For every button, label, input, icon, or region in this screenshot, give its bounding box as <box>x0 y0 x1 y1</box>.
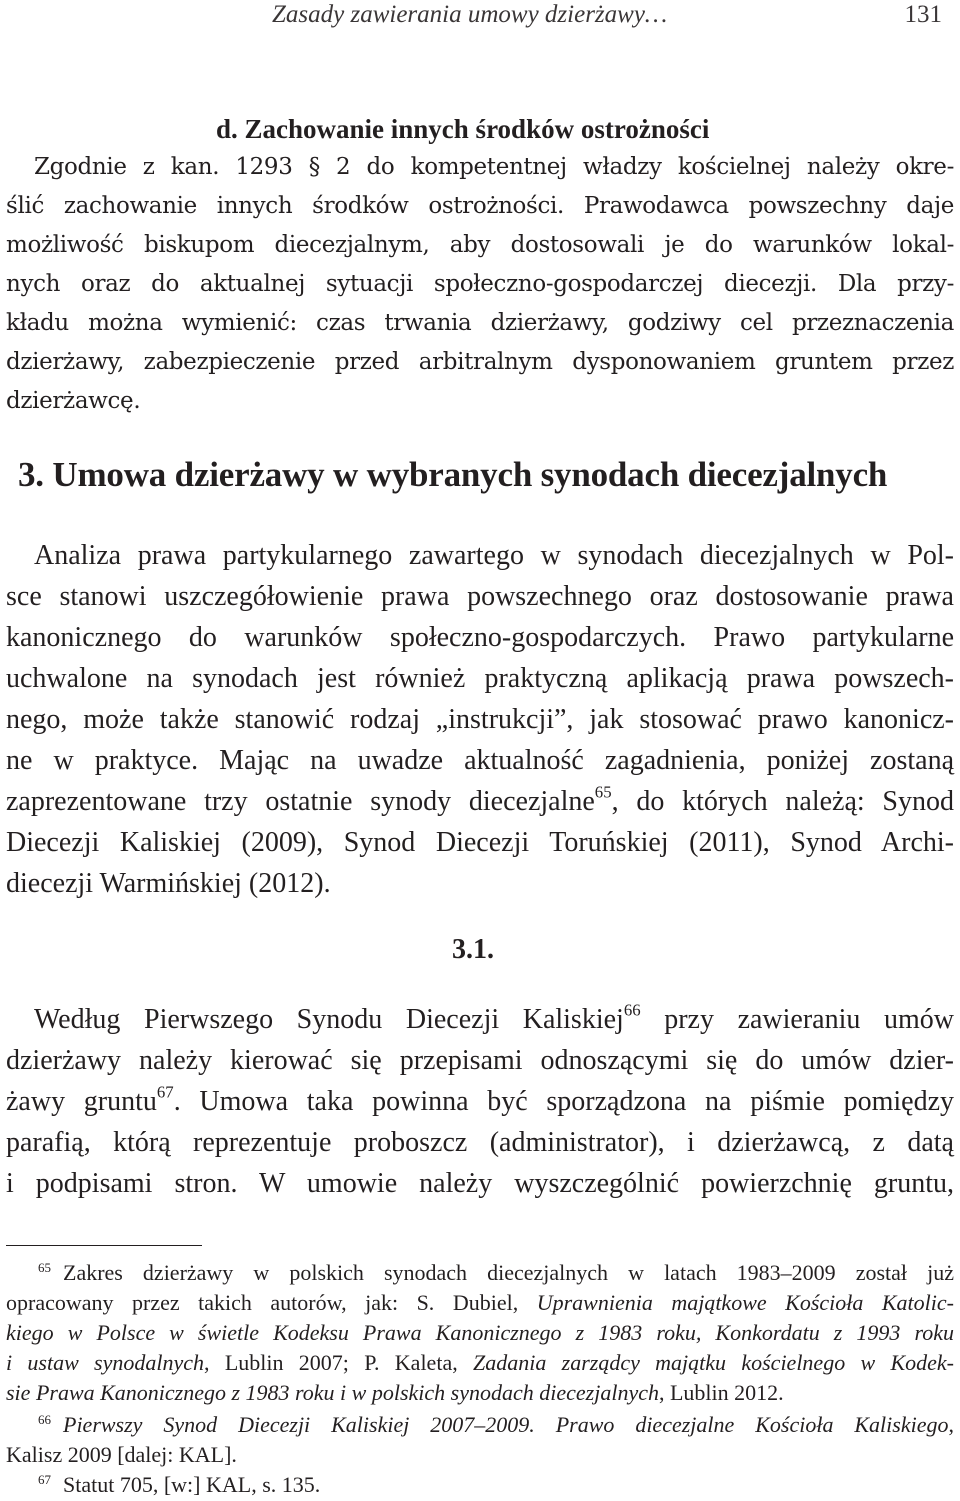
text-line: Zgodnie z kan. 1293 § 2 do kompetentnej władzy kościelnej należy okre- <box>34 154 954 180</box>
footnote-line: sie Prawa Kanonicznego z 1983 roku i w polskich synodach diecezjalnych, Lublin 2012. <box>6 1380 784 1405</box>
text-line: sce stanowi uszczegółowienie prawa powszechnego oraz dostosowanie prawa <box>6 581 954 612</box>
footnote-line: i ustaw synodalnych, Lublin 2007; P. Kaleta, Zadania zarządcy majątku kościelnego w Kodek- <box>6 1350 954 1375</box>
text-line: dzierżawy należy kierować się przepisami odnoszącymi się do umów dzier- <box>6 1045 954 1076</box>
text-line: dzierżawy, zabezpieczenie przed arbitralnym dysponowaniem gruntem przez <box>6 349 954 375</box>
footnote-number: 67 <box>38 1472 51 1487</box>
text-line: żawy gruntu$^{67}$. Umowa taka powinna być sporządzona na piśmie pomiędzy <box>6 1082 954 1117</box>
footnote-ref-66: 66 <box>623 1000 641 1020</box>
footnote-ref-65: 65 <box>594 782 612 802</box>
footnote-number: 66 <box>38 1412 51 1427</box>
footnote-ref-67: 67 <box>156 1082 174 1102</box>
section-heading-3: 3. Umowa dzierżawy w wybranych synodach diecezjalnych <box>18 455 888 494</box>
text-line: możliwość biskupom diecezjalnym, aby dostosowali je do warunków lokal- <box>6 232 954 258</box>
footnote-line: opracowany przez takich autorów, jak: S. Dubiel, Uprawnienia majątkowe Kościoła Katolic- <box>6 1290 954 1315</box>
text-line: ślić zachowanie innych środków ostrożności. Prawodawca powszechny daje <box>6 193 954 219</box>
text-line: diecezji Warmińskiej (2012). <box>6 868 331 899</box>
footnote-separator <box>6 1245 202 1246</box>
running-head: Zasady zawierania umowy dzierżawy… <box>272 1 668 28</box>
text-line: Analiza prawa partykularnego zawartego w synodach diecezjalnych w Pol- <box>34 540 954 571</box>
footnote-65: $^{65}$ Zakres dzierżawy w polskich synodach diecezjalnych w latach 1983–2009 został już <box>38 1260 954 1285</box>
footnote-66: $^{66}$ Pierwszy Synod Diecezji Kaliskiej 2007–2009. Prawo diecezjalne Kościoła Kaliskiego, <box>38 1412 954 1437</box>
text-line: Diecezji Kaliskiej (2009), Synod Diecezji Toruńskiej (2011), Synod Archi- <box>6 827 954 858</box>
footnote-line: kiego w Polsce w świetle Kodeksu Prawa Kanonicznego z 1983 roku, Konkordatu z 1993 roku <box>6 1320 954 1345</box>
text-line: ne w praktyce. Mając na uwadze aktualność zagadnienia, poniżej zostaną <box>6 745 954 776</box>
text-line: uchwalone na synodach jest również praktyczną aplikacją prawa powszech- <box>6 663 954 694</box>
text-line: kładu można wymienić: czas trwania dzierżawy, godziwy cel przeznaczenia <box>6 310 954 336</box>
section-heading-3-1: 3.1. <box>452 934 494 965</box>
page-number: 131 <box>904 1 942 28</box>
footnote-number: 65 <box>38 1260 51 1275</box>
section-heading-d: d. Zachowanie innych środków ostrożności <box>216 114 710 144</box>
footnote-67: $^{67}$ Statut 705, [w:] KAL, s. 135. <box>38 1472 321 1497</box>
text-line: nych oraz do aktualnej sytuacji społeczno-gospodarczej diecezji. Dla przy- <box>6 271 954 297</box>
text-line: i podpisami stron. W umowie należy wyszczególnić powierzchnię gruntu, <box>6 1168 954 1199</box>
text-line: nego, może także stanowić rodzaj „instrukcji”, jak stosować prawo kanonicz- <box>6 704 954 735</box>
text-line: kanonicznego do warunków społeczno-gospodarczych. Prawo partykularne <box>6 622 954 653</box>
text-line: Według Pierwszego Synodu Diecezji Kaliskiej$^{66}$ przy zawieraniu umów <box>34 1000 954 1035</box>
text-line: zaprezentowane trzy ostatnie synody diecezjalne$^{65}$, do których należą: Synod <box>6 782 954 817</box>
footnote-line: Kalisz 2009 [dalej: KAL]. <box>6 1442 237 1467</box>
text-line: parafią, którą reprezentuje proboszcz (administrator), i dzierżawcą, z datą <box>6 1127 954 1158</box>
text-line: dzierżawcę. <box>6 388 141 414</box>
